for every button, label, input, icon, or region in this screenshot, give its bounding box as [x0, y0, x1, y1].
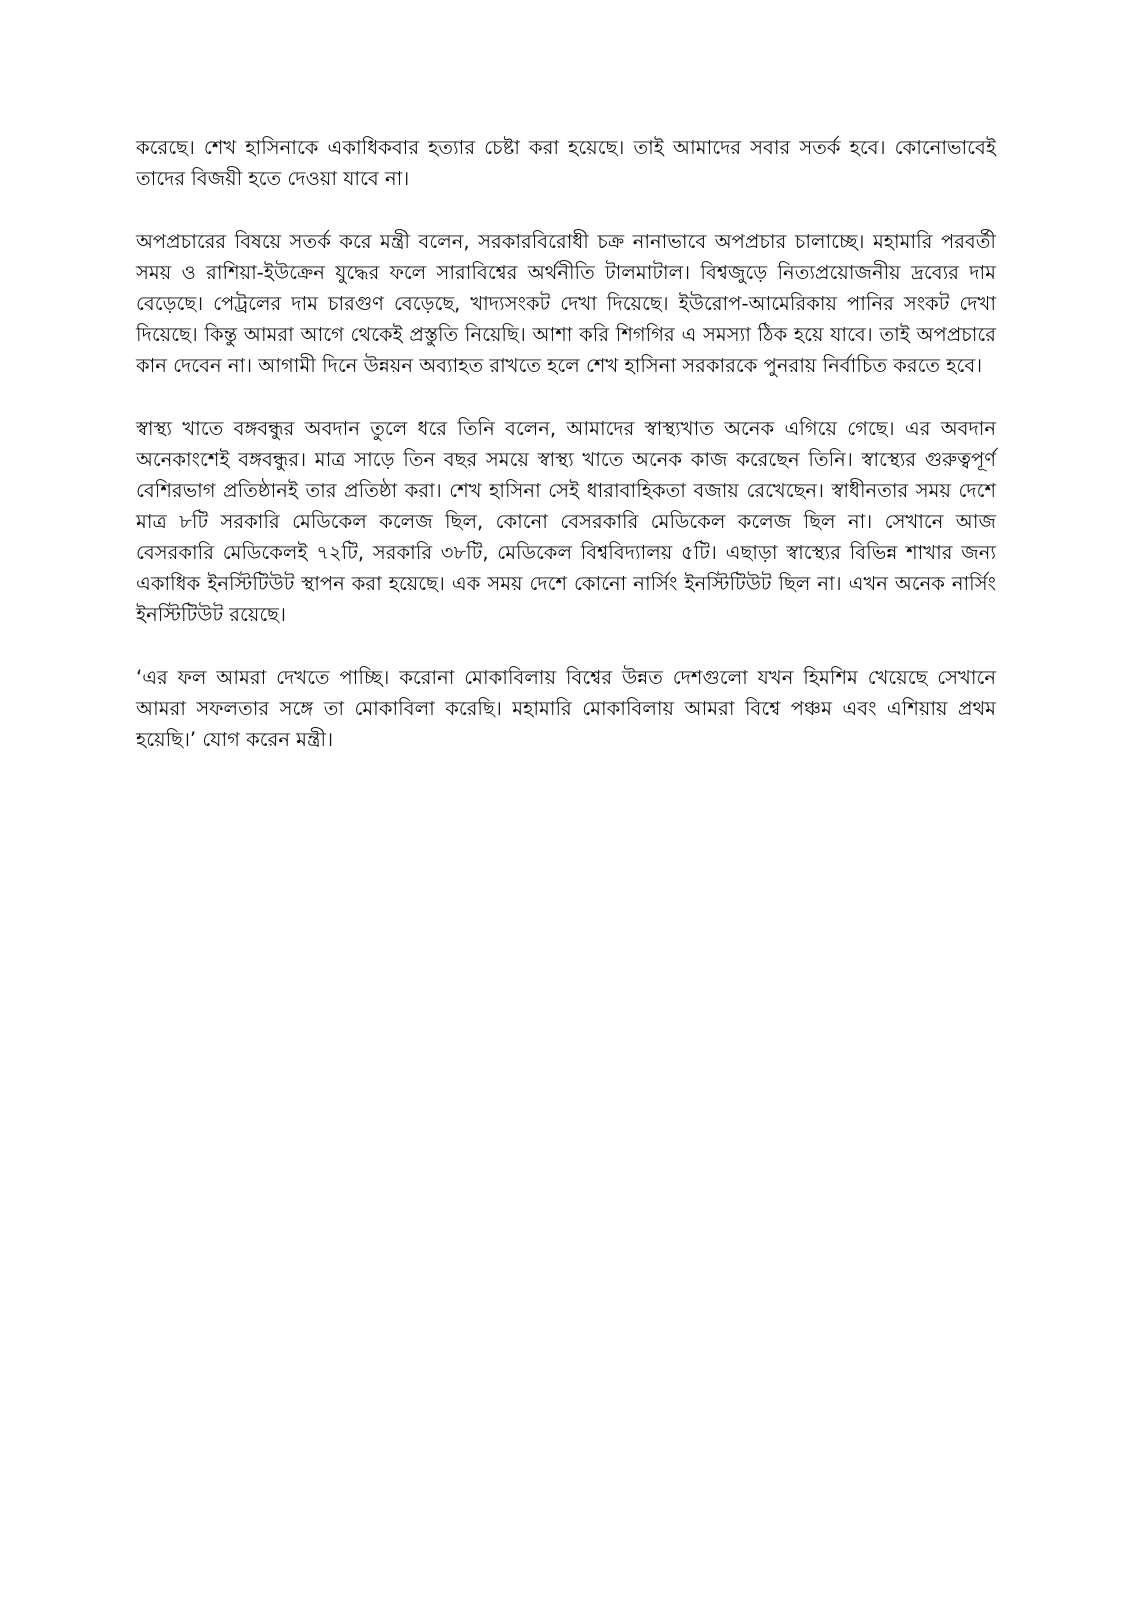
document-page	[136, 132, 996, 787]
paragraph-1: করেছে। শেখ হাসিনাকে একাধিকবার হত্যার চেষ্টা করা হয়েছে। তাই আমাদের সবার সতর্ক হবে। কোনোভাবেই তাদের বিজয়ী হতে দেওয়া যাবে না।	[136, 136, 996, 190]
paragraph-3: স্বাস্থ্য খাতে বঙ্গবন্ধুর অবদান তুলে ধরে তিনি বলেন, আমাদের স্বাস্থ্যখাত অনেক এগিয়ে গেছে। এর অবদান অনেকাংশেই বঙ্গবন্ধুর। মাত্র সাড়ে তিন বছর সময়ে স্বাস্থ্য খাতে অনেক কাজ করেছেন তিনি। স্বাস্থ্যের গুরুত্বপূর্ণ বেশিরভাগ প্রতিষ্ঠানই তার প্রতিষ্ঠা করা। শেখ হাসিনা সেই ধারাবাহিকতা বজায় রেখেছেন। স্বাধীনতার সময় দেশে মাত্র ৮টি সরকারি মেডিকেল কলেজ ছিল, কোনো বেসরকারি মেডিকেল কলেজ ছিল না। সেখানে আজ বেসরকারি মেডিকেলই ৭২টি, সরকারি ৩৮টি, মেডিকেল বিশ্ববিদ্যালয় ৫টি। এছাড়া স্বাস্থ্যের বিভিন্ন শাখার জন্য একাধিক ইনস্টিটিউট স্থাপন করা হয়েছে। এক সময় দেশে কোনো নার্সিং ইনস্টিটিউট ছিল না। এখন অনেক নার্সিং ইনস্টিটিউট রয়েছে।	[136, 417, 996, 626]
paragraph-2: অপপ্রচারের বিষয়ে সতর্ক করে মন্ত্রী বলেন, সরকারবিরোধী চক্র নানাভাবে অপপ্রচার চালাচ্ছে। মহামারি পরবর্তী সময় ও রাশিয়া-ইউক্রেন যুদ্ধের ফলে সারাবিশ্বের অর্থনীতি টালমাটাল। বিশ্বজুড়ে নিত্যপ্রয়োজনীয় দ্রব্যের দাম বেড়েছে। পেট্রলের দাম চারগুণ বেড়েছে, খাদ্যসংকট দেখা দিয়েছে। ইউরোপ-আমেরিকায় পানির সংকট দেখা দিয়েছে। কিন্তু আমরা আগে থেকেই প্রস্তুতি নিয়েছি। আশা করি শিগগির এ সমস্যা ঠিক হয়ে যাবে। তাই অপপ্রচারে কান দেবেন না। আগামী দিনে উন্নয়ন অব্যাহত রাখতে হলে শেখ হাসিনা সরকারকে পুনরায় নির্বাচিত করতে হবে।	[136, 230, 996, 377]
paragraph-4: ‘এর ফল আমরা দেখতে পাচ্ছি। করোনা মোকাবিলায় বিশ্বের উন্নত দেশগুলো যখন হিমশিম খেয়েছে সেখানে আমরা সফলতার সঙ্গে তা মোকাবিলা করেছি। মহামারি মোকাবিলায় আমরা বিশ্বে পঞ্চম এবং এশিয়ায় প্রথম হয়েছি।’ যোগ করেন মন্ত্রী।	[136, 666, 996, 751]
